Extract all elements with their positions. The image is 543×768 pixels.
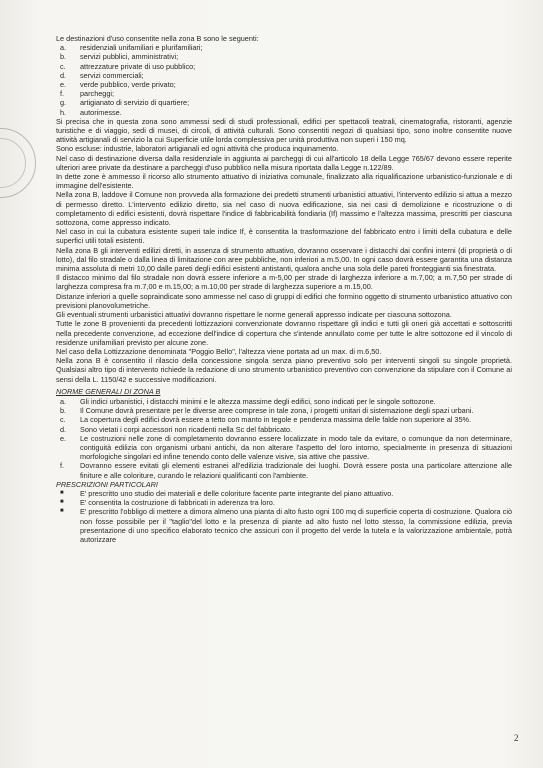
list-text: servizi pubblici, amministrativi; xyxy=(80,52,179,62)
list-text: residenziali unifamiliari e plurifamiliari; xyxy=(80,43,203,53)
use-item xyxy=(56,98,512,107)
body-paragraph: In dette zone è ammesso il ricorso allo strumento attuativo di iniziativa comunale, finalizzato alla riqualificazione urbanistico-funzionale e di immagine dell'esistente. xyxy=(56,172,512,191)
intro-paragraph: Le destinazioni d'uso consentite nella zona B sono le seguenti: xyxy=(56,34,259,43)
body-paragraph: Il distacco minimo dal filo stradale non dovrà essere inferiore a m-5,00 per strade di larghezza inferiore a m.7,00; a m.7,50 per strade di larghezza compresa fra m.7,00 e m.15,00; a m.10,00 per strade di larghezza superiore a m.15,00. xyxy=(56,273,512,292)
norm-item xyxy=(56,406,512,415)
list-text: E' prescritto uno studio dei materiali e delle coloriture facente parte integrante del piano attuativo. xyxy=(80,488,394,498)
norm-item xyxy=(56,461,512,479)
list-marker: ■ xyxy=(60,499,64,506)
body-paragraph: Tutte le zone B provenienti da precedenti lottizzazioni convenzionate dovranno rispettare gli indici e tutti gli oneri già accettati e sottoscritti nella precedente convenzione, ad eccezione dell'indice di copertura che s'intende annullato come per tutte le altre sottozone ed il vincolo di residenze unifamiliari previsto per alcune zone. xyxy=(56,319,512,347)
norm-item xyxy=(56,397,512,406)
body-paragraph: Gli eventuali strumenti urbanistici attuativi dovranno rispettare le norme generali appresso indicate per ciascuna sottozona. xyxy=(56,310,452,320)
list-marker: f. xyxy=(60,461,65,471)
list-text: E' prescritto l'obbligo di mettere a dimora almeno una pianta di alto fusto ogni 100 mq di superficie coperta di costruzione. Qualora ciò non fosse possibile per il "taglio"del lotto e la presenza di piante ad alto fusto nel lotto stesso, la commissione edilizia, previa presentazione di uno specifico elaborato tecnico che assicuri con il progetto del verde la tutela e la valorizzazione ambientale, potrà autorizzare xyxy=(80,507,512,544)
list-text: Le costruzioni nelle zone di completamento dovranno essere localizzate in modo tale da evitare, o comunque da non determinare, contiguità edilizia con organismi urbani antichi, da non alterare l'aspetto del loro intorno, specialmente in presenza di situazioni morfologiche singolari ed infine tenendo conto delle valenze visive, sia attive che passive. xyxy=(80,433,512,462)
list-text: attrezzature private di uso pubblico; xyxy=(80,61,196,71)
list-marker: b. xyxy=(60,52,67,62)
norm-item xyxy=(56,415,512,424)
prescriptions-list xyxy=(56,489,512,544)
body-paragraph: Nella zona B è consentito il rilascio della concessione singola senza piano preventivo solo per interventi singoli su singole proprietà. Qualsiasi altro tipo di intervento richiede la redazione di uno strumento urbanistico preventivo con convenzione da stipulare con il Comune ai sensi della L. 1150/42 e successive modificazioni. xyxy=(56,356,512,384)
list-text: Il Comune dovrà presentare per le diverse aree comprese in tale zona, i progetti unitari di sistemazione degli spazi urbani. xyxy=(80,406,474,416)
list-marker: a. xyxy=(60,43,67,53)
paragraphs-block xyxy=(56,117,512,384)
body-paragraph: Sono escluse: industrie, laboratori artigianali ed ogni attività che produca inquinamento. xyxy=(56,144,339,154)
body-paragraph: Distanze inferiori a quelle sopraindicate sono ammesse nel caso di gruppi di edifici che formino oggetto di strumento urbanistico attuativo con previsioni planovolumetriche. xyxy=(56,291,512,310)
list-marker: a. xyxy=(60,396,67,406)
body-paragraph: Si precisa che in questa zona sono ammessi sedi di studi professionali, edifici per spettacoli teatrali, cinematografia, ristoranti, agenzie turistiche e di viaggio, sedi di musei, di circoli, di attività culturali. Sono consentiti negozi di qualsiasi tipo, sono inoltre consentite nuove attività artigianali di servizio la cui Superficie utile lorda complessiva per unità produttiva non superi i 150 mq. xyxy=(56,116,512,145)
prescription-item xyxy=(56,489,512,498)
list-text: Gli indici urbanistici, i distacchi minimi e le altezza massime degli edifici, sono indicati per le singole sottozone. xyxy=(80,396,436,406)
list-marker: c. xyxy=(60,415,66,425)
document-body xyxy=(56,34,512,544)
list-marker: e. xyxy=(60,80,67,90)
list-marker: b. xyxy=(60,406,67,416)
list-text: verde pubblico, verde privato; xyxy=(80,80,176,90)
prescription-item xyxy=(56,507,512,544)
body-paragraph: Nel caso di destinazione diversa dalla residenziale in aggiunta ai parcheggi di cui all'articolo 18 della Legge 765/67 devono essere reperite ulteriori aree private da destinare a parcheggi d'uso pubblico nella misura riportata dalla Legge n.122/89. xyxy=(56,153,512,172)
use-item xyxy=(56,52,512,61)
heading-norms: NORME GENERALI DI ZONA B xyxy=(56,386,161,396)
list-text: E' consentita la costruzione di fabbricati in aderenza tra loro. xyxy=(80,498,275,508)
list-marker: g. xyxy=(60,98,67,108)
norm-item xyxy=(56,434,512,462)
use-item xyxy=(56,89,512,98)
body-paragraph: Nella zona B, laddove il Comune non provveda alla formazione dei predetti strumenti urbanistici attuativi, l'intervento edilizio si attua a mezzo di permesso diretto. L'intervento edilizio diretto, sia nel caso di nuova edificazione, sia nei casi di demolizione e ricostruzione o di completamento di edifici esistenti, dovrà rispettare l'indice di fabbricabilità fondiaria (If) massimo e l'altezza massima, prescritti per ciascuna sottozona, come appresso indicato. xyxy=(56,190,512,228)
list-text: autorimesse. xyxy=(80,107,122,117)
use-item xyxy=(56,108,512,117)
use-item xyxy=(56,62,512,71)
list-marker: ■ xyxy=(60,508,64,515)
list-marker: d. xyxy=(60,424,67,434)
list-marker: ■ xyxy=(60,489,64,496)
body-paragraph: Nel caso in cui la cubatura esistente superi tale indice If, è consentita la trasformazione del fabbricato entro i limiti della cubatura e delle superfici utili totali esistenti. xyxy=(56,227,512,246)
list-marker: f. xyxy=(60,89,65,99)
list-text: parcheggi; xyxy=(80,89,115,99)
list-text: Sono vietati i corpi accessori non ricadenti nella Sc del fabbricato. xyxy=(80,424,293,434)
body-paragraph: Nel caso della Lottizzazione denominata "Poggio Bello", l'altezza viene portata ad un max. di m.6,50. xyxy=(56,346,382,356)
list-marker: h. xyxy=(60,107,67,117)
list-text: servizi commerciali; xyxy=(80,70,144,80)
page-number: 2 xyxy=(514,733,519,743)
list-text: artigianato di servizio di quartiere; xyxy=(80,98,190,108)
prescription-item xyxy=(56,498,512,507)
list-text: Dovranno essere evitati gli elementi estranei all'edilizia tradizionale dei luoghi. Dovrà essere posta una particolare attenzione alle finiture e alle coloriture, curando le relazioni qualificanti con l'ambiente. xyxy=(80,461,512,480)
use-item xyxy=(56,80,512,89)
list-marker: d. xyxy=(60,70,67,80)
norm-item xyxy=(56,425,512,434)
norms-list xyxy=(56,397,512,480)
list-marker: c. xyxy=(60,61,66,71)
uses-list xyxy=(56,43,512,117)
use-item xyxy=(56,43,512,52)
use-item xyxy=(56,71,512,80)
body-paragraph: Nella zona B gli interventi edilizi diretti, in assenza di strumento attuativo, dovranno osservare i distacchi dai confini interni (di proprietà o di lotto), dal filo stradale o dalla linea di limitazione con aree pubbliche, non inferiori a m.5,00. In ogni caso dovrà essere garantita una distanza minima assoluta di metri 10,00 dalle pareti degli edifici esistenti antistanti, qualora anche una sola delle pareti fronteggianti sia finestrata. xyxy=(56,245,512,274)
list-text: La copertura degli edifici dovrà essere a tetto con manto in tegole e pendenza massima delle falde non superiore al 35%. xyxy=(80,415,472,425)
list-marker: e. xyxy=(60,433,67,443)
heading-prescriptions: PRESCRIZIONI PARTICOLARI xyxy=(56,479,158,489)
